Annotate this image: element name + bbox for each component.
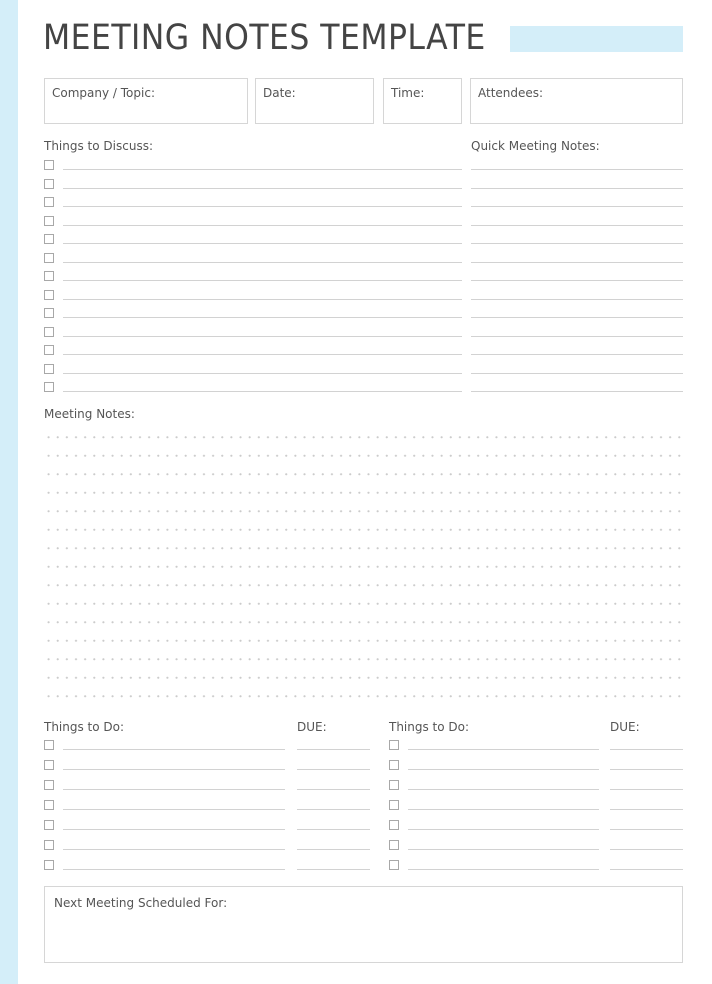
quick-notes-line[interactable] <box>471 262 683 263</box>
next-meeting-field[interactable] <box>44 886 683 963</box>
due-left-line[interactable] <box>297 869 370 870</box>
todo-right-line[interactable] <box>408 869 599 870</box>
discuss-checkbox[interactable] <box>44 382 54 392</box>
side-accent-stripe <box>0 0 18 984</box>
due-right-line[interactable] <box>610 829 683 830</box>
due-left-line[interactable] <box>297 789 370 790</box>
todo-right-line[interactable] <box>408 809 599 810</box>
due-right-line[interactable] <box>610 869 683 870</box>
discuss-line[interactable] <box>63 188 462 189</box>
discuss-line[interactable] <box>63 243 462 244</box>
time-field[interactable] <box>383 78 462 124</box>
due-left-line[interactable] <box>297 749 370 750</box>
due-right-line[interactable] <box>610 789 683 790</box>
discuss-line[interactable] <box>63 373 462 374</box>
quick-notes-line[interactable] <box>471 391 683 392</box>
discuss-line[interactable] <box>63 299 462 300</box>
todo-right-checkbox[interactable] <box>389 840 399 850</box>
todo-left-line[interactable] <box>63 749 285 750</box>
todo-left-line[interactable] <box>63 849 285 850</box>
time-label: Time: <box>391 86 425 100</box>
todo-right-checkbox[interactable] <box>389 760 399 770</box>
things-to-do-left-label: Things to Do: <box>44 720 125 734</box>
quick-notes-line[interactable] <box>471 188 683 189</box>
todo-left-line[interactable] <box>63 869 285 870</box>
quick-notes-line[interactable] <box>471 169 683 170</box>
discuss-checkbox[interactable] <box>44 160 54 170</box>
quick-notes-line[interactable] <box>471 299 683 300</box>
quick-notes-line[interactable] <box>471 373 683 374</box>
due-right-line[interactable] <box>610 749 683 750</box>
todo-left-checkbox[interactable] <box>44 800 54 810</box>
due-left-label: DUE: <box>297 720 327 734</box>
discuss-checkbox[interactable] <box>44 271 54 281</box>
meeting-notes-label: Meeting Notes: <box>44 407 135 421</box>
discuss-line[interactable] <box>63 391 462 392</box>
todo-right-line[interactable] <box>408 829 599 830</box>
discuss-line[interactable] <box>63 280 462 281</box>
due-right-line[interactable] <box>610 769 683 770</box>
quick-notes-line[interactable] <box>471 206 683 207</box>
todo-right-checkbox[interactable] <box>389 740 399 750</box>
quick-meeting-notes-label: Quick Meeting Notes: <box>471 139 600 153</box>
discuss-line[interactable] <box>63 206 462 207</box>
discuss-checkbox[interactable] <box>44 197 54 207</box>
discuss-checkbox[interactable] <box>44 364 54 374</box>
discuss-checkbox[interactable] <box>44 327 54 337</box>
due-left-line[interactable] <box>297 849 370 850</box>
discuss-line[interactable] <box>63 225 462 226</box>
quick-notes-line[interactable] <box>471 225 683 226</box>
discuss-checkbox[interactable] <box>44 290 54 300</box>
discuss-checkbox[interactable] <box>44 179 54 189</box>
todo-right-line[interactable] <box>408 749 599 750</box>
quick-notes-line[interactable] <box>471 354 683 355</box>
discuss-checkbox[interactable] <box>44 308 54 318</box>
todo-left-checkbox[interactable] <box>44 740 54 750</box>
title-accent-bar <box>510 26 683 52</box>
attendees-field[interactable] <box>470 78 683 124</box>
discuss-checkbox[interactable] <box>44 234 54 244</box>
due-left-line[interactable] <box>297 769 370 770</box>
due-right-line[interactable] <box>610 849 683 850</box>
things-to-do-right-label: Things to Do: <box>389 720 470 734</box>
todo-left-checkbox[interactable] <box>44 780 54 790</box>
quick-notes-line[interactable] <box>471 317 683 318</box>
discuss-line[interactable] <box>63 262 462 263</box>
todo-left-line[interactable] <box>63 829 285 830</box>
discuss-line[interactable] <box>63 354 462 355</box>
todo-left-checkbox[interactable] <box>44 760 54 770</box>
page-title: MEETING NOTES TEMPLATE <box>43 18 486 58</box>
quick-notes-line[interactable] <box>471 336 683 337</box>
due-right-line[interactable] <box>610 809 683 810</box>
next-meeting-label: Next Meeting Scheduled For: <box>54 896 228 910</box>
todo-left-checkbox[interactable] <box>44 840 54 850</box>
todo-right-line[interactable] <box>408 789 599 790</box>
todo-right-checkbox[interactable] <box>389 800 399 810</box>
todo-left-checkbox[interactable] <box>44 820 54 830</box>
todo-left-line[interactable] <box>63 769 285 770</box>
todo-left-checkbox[interactable] <box>44 860 54 870</box>
discuss-checkbox[interactable] <box>44 345 54 355</box>
discuss-checkbox[interactable] <box>44 216 54 226</box>
date-label: Date: <box>263 86 296 100</box>
due-left-line[interactable] <box>297 829 370 830</box>
todo-left-line[interactable] <box>63 789 285 790</box>
company-topic-label: Company / Topic: <box>52 86 155 100</box>
quick-notes-line[interactable] <box>471 280 683 281</box>
discuss-line[interactable] <box>63 317 462 318</box>
discuss-line[interactable] <box>63 336 462 337</box>
todo-right-checkbox[interactable] <box>389 860 399 870</box>
todo-right-line[interactable] <box>408 849 599 850</box>
discuss-checkbox[interactable] <box>44 253 54 263</box>
company-topic-field[interactable] <box>44 78 248 124</box>
todo-left-line[interactable] <box>63 809 285 810</box>
todo-right-line[interactable] <box>408 769 599 770</box>
due-right-label: DUE: <box>610 720 640 734</box>
discuss-line[interactable] <box>63 169 462 170</box>
todo-right-checkbox[interactable] <box>389 820 399 830</box>
meeting-notes-dot-grid[interactable] <box>44 428 684 706</box>
quick-notes-line[interactable] <box>471 243 683 244</box>
todo-right-checkbox[interactable] <box>389 780 399 790</box>
due-left-line[interactable] <box>297 809 370 810</box>
attendees-label: Attendees: <box>478 86 544 100</box>
things-to-discuss-label: Things to Discuss: <box>44 139 153 153</box>
date-field[interactable] <box>255 78 374 124</box>
